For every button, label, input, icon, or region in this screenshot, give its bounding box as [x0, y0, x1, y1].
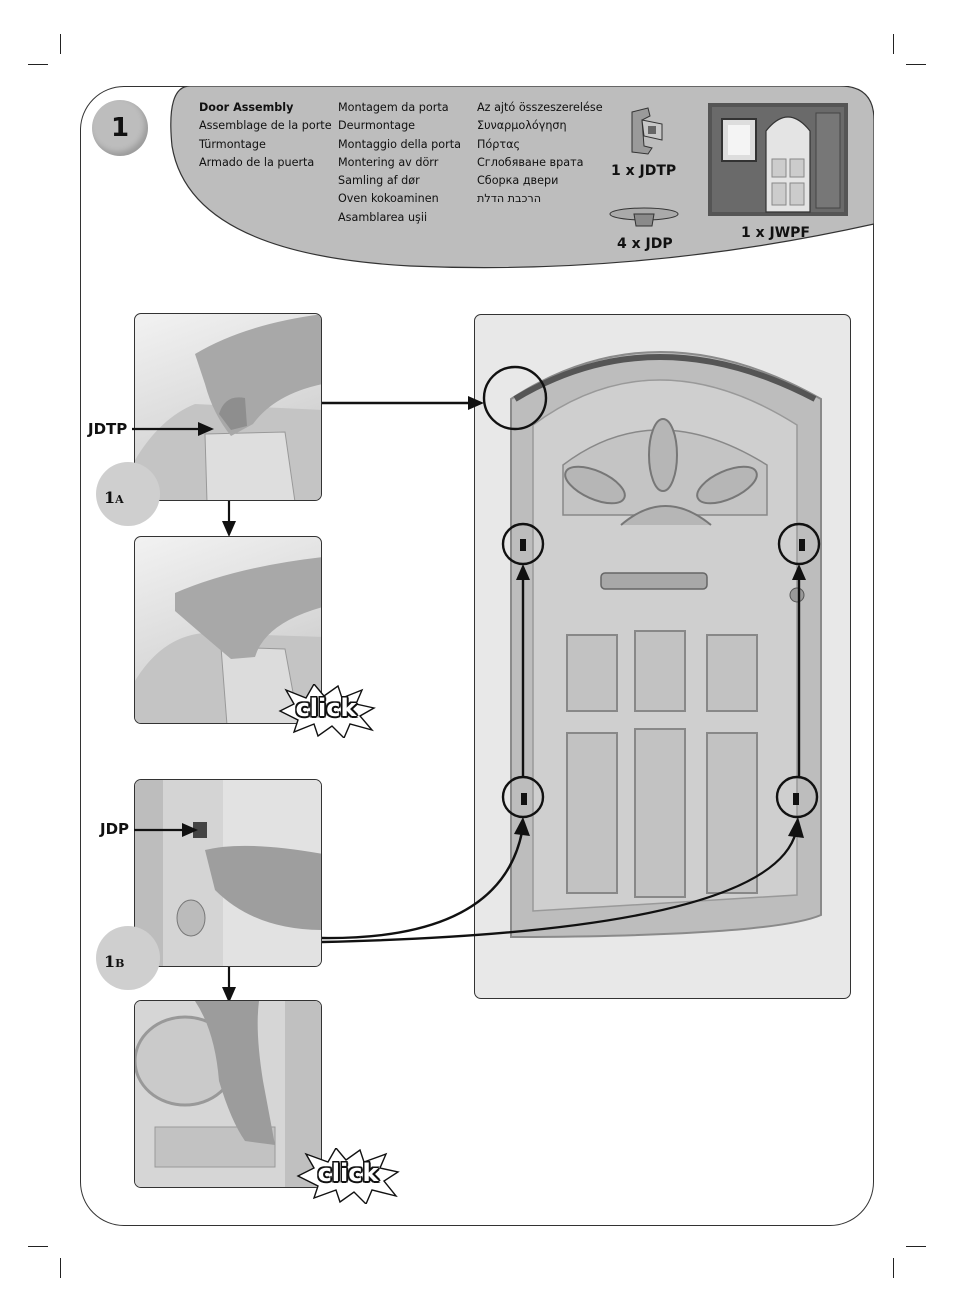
click-text: click [295, 694, 357, 722]
highlight-circle-peg [779, 524, 819, 564]
jdtp-quantity: 1 x JDTP [611, 163, 677, 179]
step-number-badge: 1 [92, 100, 148, 156]
title-translation: Πόρτας [477, 137, 521, 151]
title-translation: Сборка двери [477, 174, 559, 188]
title-translation: Oven kokoaminen [338, 192, 439, 206]
highlight-circle-arch [484, 367, 546, 429]
title-translation: Samling af dør [338, 174, 420, 188]
click-text: click [317, 1159, 379, 1187]
highlight-circle-peg [777, 777, 817, 817]
jdp-quantity: 4 x JDP [617, 236, 673, 252]
jwpf-quantity: 1 x JWPF [741, 225, 810, 241]
title-translation: Montaggio della porta [338, 137, 461, 151]
title-translation: Montering av dörr [338, 155, 439, 169]
title-translation: Asamblarea uşii [338, 210, 428, 224]
title-main: Door Assembly [199, 101, 294, 114]
title-translation: Montagem da porta [338, 101, 449, 114]
highlight-circle-peg [503, 777, 543, 817]
title-translation: Συναρμολόγηση [477, 119, 567, 133]
badge-number: 1 [104, 488, 116, 507]
jdp-callout-label: JDP [100, 820, 130, 838]
title-translation: Türmontage [199, 137, 266, 151]
title-translation: Az ajtó összeszerelése [477, 101, 603, 114]
highlight-circle-peg [503, 524, 543, 564]
title-translation: Armado de la puerta [199, 155, 315, 169]
badge-letter: A [115, 493, 124, 506]
title-translation: Deurmontage [338, 119, 416, 133]
jdtp-callout-label: JDTP [88, 420, 128, 438]
title-translation: הרכבת הדלת [477, 192, 542, 206]
badge-letter: B [115, 957, 125, 970]
badge-number: 1 [104, 952, 116, 971]
title-translation: Assemblage de la porte [199, 119, 332, 133]
title-translation: Сглобяване врата [477, 155, 584, 169]
arrow-head [468, 396, 484, 410]
